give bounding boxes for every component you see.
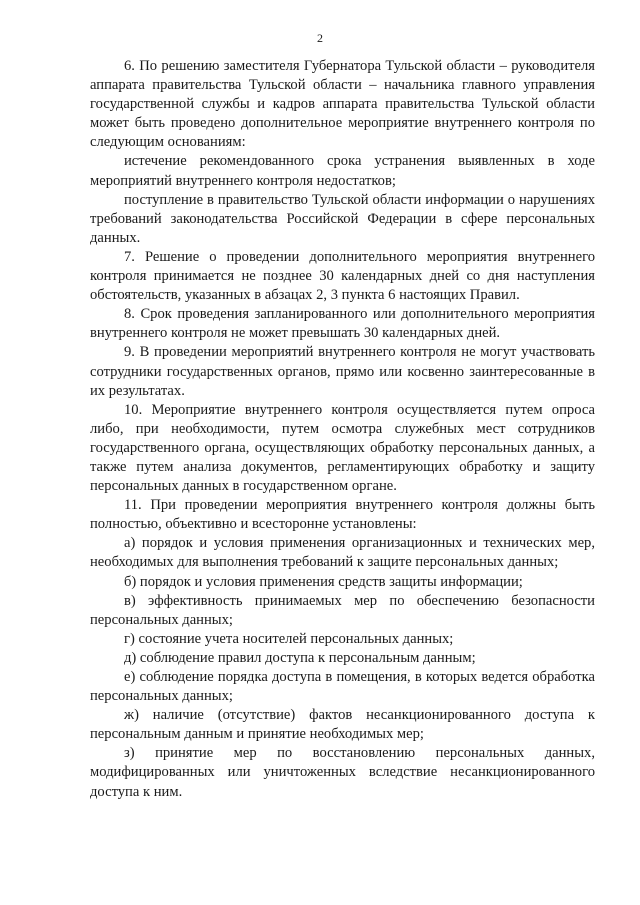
paragraph-7: 7. Решение о проведении дополнительного мероприятия внутреннего контроля принимается не позднее 30 календарных дней со дня наступления обстоятельств, указанных в абзацах 2, 3 пункта 6 настоящих Правил.	[90, 248, 595, 304]
list-item-b: б) порядок и условия применения средств защиты информации;	[124, 573, 523, 590]
list-item-a: а) порядок и условия применения организационных и технических мер, необходимых для выполнения требований к защите персональных данных;	[90, 535, 595, 571]
paragraph-6: 6. По решению заместителя Губернатора Тульской области – руководителя аппарата правительства Тульской области – начальника главного управления государственной службы и кадров аппарата правительства Тульской области может быть проведено дополнительное мероприятие внутреннего контроля по следующим основаниям:	[90, 58, 595, 151]
page-number: 2	[317, 31, 323, 45]
list-item-v: в) эффективность принимаемых мер по обеспечению безопасности персональных данных;	[90, 592, 595, 628]
document-body	[90, 57, 595, 802]
paragraph-11: 11. При проведении мероприятия внутреннего контроля должны быть полностью, объективно и всесторонне установлены:	[90, 497, 595, 533]
list-item-zh: ж) наличие (отсутствие) фактов несанкционированного доступа к персональным данным и принятие необходимых мер;	[90, 707, 595, 743]
list-item-z: з) принятие мер по восстановлению персональных данных, модифицированных или уничтоженных вследствие несанкционированного доступа к ним.	[90, 745, 595, 800]
paragraph-10: 10. Мероприятие внутреннего контроля осуществляется путем опроса либо, при необходимости, путем осмотра служебных мест сотрудников государственного органа, осуществляющих обработку персональных данных, а также путем анализа документов, регламентирующих обработку и защиту персональных данных в государственном органе.	[90, 401, 595, 495]
list-item-e: е) соблюдение порядка доступа в помещения, в которых ведется обработка персональных данных;	[90, 669, 595, 705]
paragraph-8: 8. Срок проведения запланированного или дополнительного мероприятия внутреннего контроля не может превышать 30 календарных дней.	[90, 306, 595, 342]
list-item-d: д) соблюдение правил доступа к персональным данным;	[124, 649, 476, 666]
paragraph-6-basis-1: истечение рекомендованного срока устранения выявленных в ходе мероприятий внутреннего контроля недостатков;	[90, 153, 595, 189]
paragraph-9: 9. В проведении мероприятий внутреннего контроля не могут участвовать сотрудники государственных органов, прямо или косвенно заинтересованные в их результатах.	[90, 344, 595, 399]
paragraph-6-basis-2: поступление в правительство Тульской области информации о нарушениях требований законодательства Российской Федерации в сфере персональных данных.	[90, 191, 595, 246]
list-item-g: г) состояние учета носителей персональных данных;	[124, 630, 454, 647]
